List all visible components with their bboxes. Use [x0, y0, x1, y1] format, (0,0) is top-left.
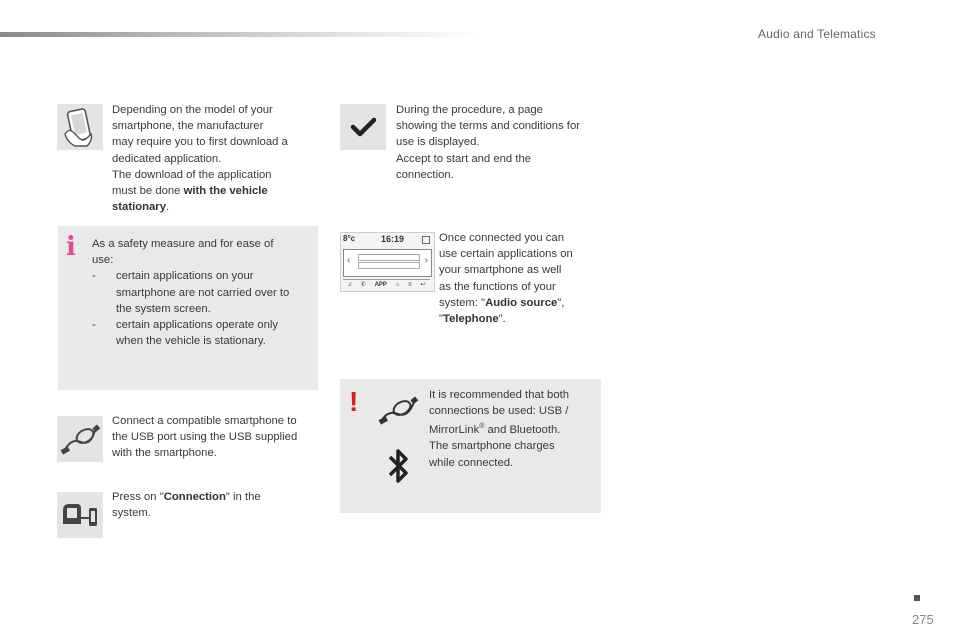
- emphasis-text: with the vehicle: [183, 185, 268, 198]
- text-line: connection.: [396, 168, 454, 181]
- music-icon: ♫: [347, 281, 352, 288]
- text-line: [112, 199, 322, 215]
- connected-text: [439, 230, 604, 327]
- text-span: ": [439, 313, 444, 326]
- list-item: [92, 268, 314, 317]
- text-line: the USB port using the USB supplied: [112, 431, 298, 444]
- home-icon: ⌂: [395, 281, 400, 288]
- emphasis-text: Audio source: [485, 296, 558, 309]
- text-line: connections be used: USB /: [429, 405, 569, 418]
- text-line: system.: [112, 507, 151, 520]
- list-item: [92, 317, 314, 349]
- chevron-right-icon: ›: [424, 255, 428, 266]
- warning-icon: !: [349, 386, 359, 417]
- emphasis-text: stationary: [112, 201, 166, 214]
- text-line: Accept to start and end the: [396, 152, 532, 165]
- connection-icon: [57, 492, 103, 538]
- usb-cable-icon: [57, 416, 103, 462]
- settings-icon: [422, 236, 430, 244]
- text-line: [429, 419, 599, 438]
- screen-toolbar: [343, 279, 430, 289]
- connect-text: [112, 413, 322, 462]
- text-line: as the functions of your: [439, 280, 556, 293]
- text-line: with the smartphone.: [112, 447, 217, 460]
- text-line: During the procedure, a page: [396, 104, 543, 116]
- emphasis-text: Telephone: [443, 313, 499, 326]
- text-line: dedicated application.: [112, 152, 222, 165]
- dashboard-screen-icon: [340, 232, 435, 292]
- header-gradient-bar: [0, 32, 480, 37]
- registered-mark: ®: [479, 423, 485, 431]
- screen-field: [358, 254, 420, 261]
- text-line: certain applications on your: [116, 270, 254, 283]
- text-span: MirrorLink: [429, 424, 480, 437]
- bluetooth-icon: [386, 446, 412, 486]
- text-line: [112, 183, 322, 199]
- text-line: [112, 489, 322, 505]
- text-line: Once connected you can: [439, 232, 564, 244]
- text-line: Depending on the model of your: [112, 104, 273, 116]
- smartphone-app-text: [112, 102, 322, 215]
- procedure-text: [396, 102, 606, 183]
- text-line: Connect a compatible smartphone to: [112, 415, 297, 427]
- list-dash: -: [92, 319, 96, 332]
- text-line: your smartphone as well: [439, 264, 562, 277]
- info-text: [92, 236, 314, 349]
- text-span: system: ": [439, 296, 486, 309]
- text-span: must be done: [112, 185, 184, 198]
- text-line: use certain applications on: [439, 248, 573, 261]
- text-line: The download of the application: [112, 168, 272, 181]
- back-icon: ↩: [420, 282, 426, 288]
- list-item-text: [116, 268, 289, 317]
- screen-clock: 16:19: [381, 234, 405, 244]
- chevron-left-icon: ‹: [347, 255, 351, 266]
- text-line: It is recommended that both: [429, 389, 570, 401]
- text-line: The smartphone charges: [429, 440, 555, 453]
- screen-app-label: APP: [374, 281, 387, 288]
- list-icon: ≡: [408, 281, 412, 288]
- screen-field: [358, 262, 420, 269]
- emphasis-text: Connection: [163, 491, 226, 503]
- text-line: smartphone, the manufacturer: [112, 120, 264, 133]
- text-line: when the vehicle is stationary.: [116, 335, 266, 348]
- section-title: Audio and Telematics: [758, 27, 876, 41]
- text-span: ".: [498, 313, 506, 326]
- text-line: use is displayed.: [396, 136, 480, 149]
- text-span: ",: [557, 296, 565, 309]
- text-line: certain applications operate only: [116, 319, 279, 332]
- text-line: [439, 311, 604, 327]
- usb-cable-icon: [376, 390, 422, 430]
- text-line: smartphone are not carried over to: [116, 286, 290, 299]
- warning-text: [429, 387, 599, 471]
- phone-icon: ✆: [360, 282, 366, 288]
- text-span: Press on ": [112, 491, 164, 503]
- press-text: [112, 489, 322, 521]
- text-line: use:: [92, 254, 114, 267]
- page-number: 275: [912, 612, 934, 627]
- page-marker: [914, 595, 920, 601]
- text-span: .: [166, 201, 170, 214]
- text-line: may require you to first download a: [112, 136, 288, 149]
- text-span: " in the: [225, 491, 261, 503]
- text-line: the system screen.: [116, 302, 211, 315]
- list-dash: -: [92, 270, 96, 283]
- checkmark-icon: [340, 104, 386, 150]
- text-line: showing the terms and conditions for: [396, 120, 580, 133]
- screen-temperature: 8°c: [343, 234, 356, 243]
- info-icon: i: [66, 232, 76, 262]
- list-item-text: [116, 317, 278, 349]
- text-span: and Bluetooth.: [484, 424, 561, 437]
- screen-content-frame: [343, 249, 432, 277]
- smartphone-hand-icon: [57, 104, 103, 150]
- text-line: [439, 295, 604, 311]
- text-line: As a safety measure and for ease of: [92, 238, 274, 250]
- text-line: while connected.: [429, 456, 514, 469]
